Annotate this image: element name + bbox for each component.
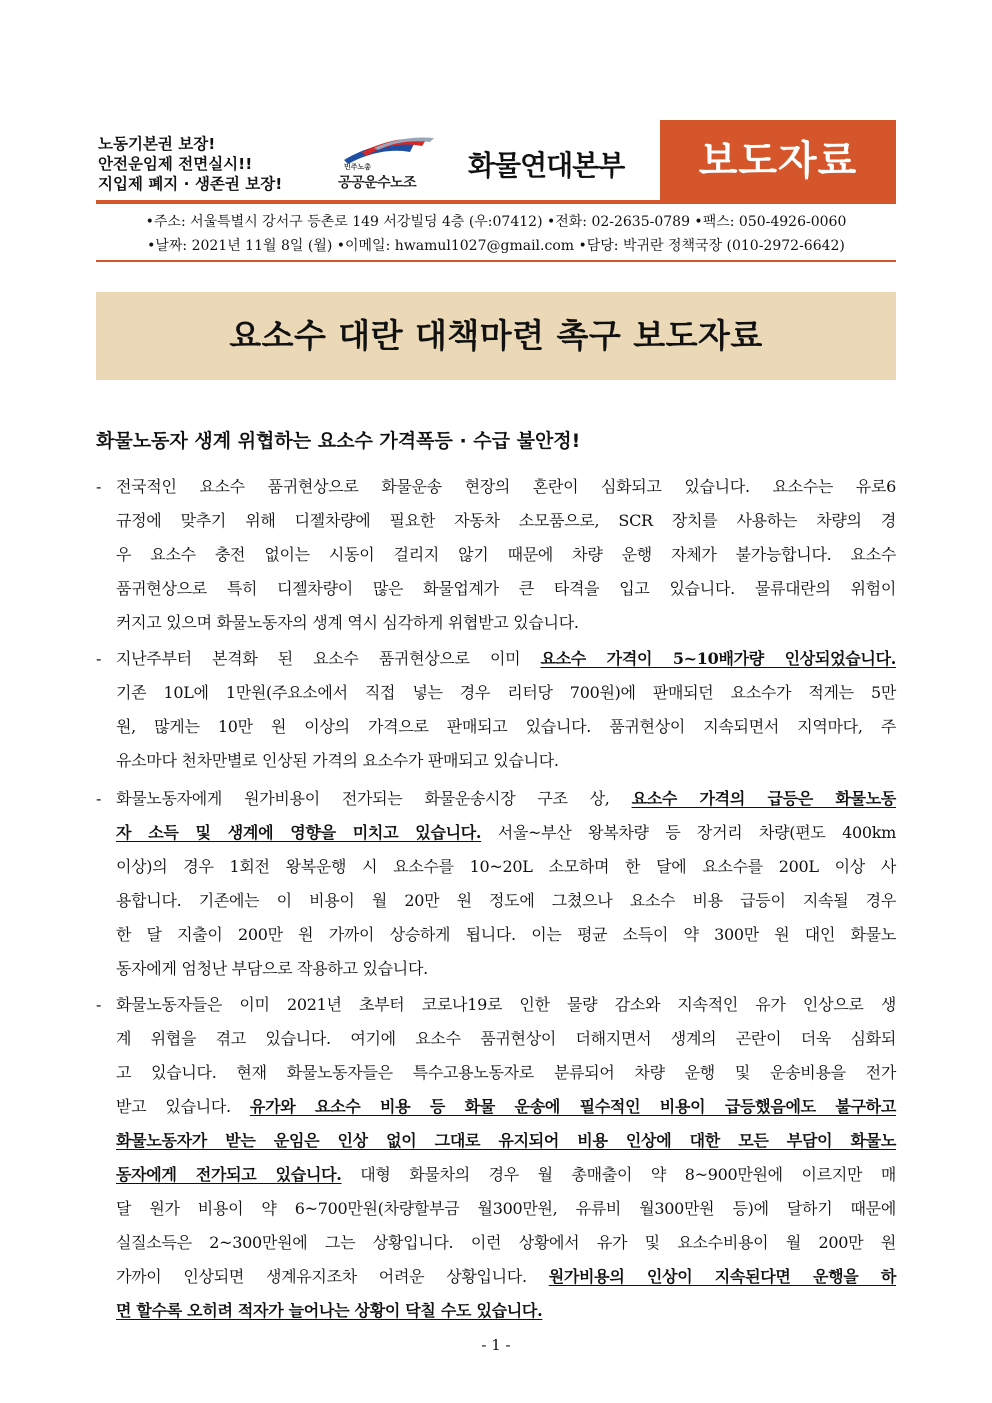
text-run: 화물노동자에게 원가비용이 전가되는 화물운송시장 구조 상, <box>116 789 632 808</box>
paragraph-line: 실질소득은 2~300만원에 그는 상황입니다. 이런 상황에서 유가 및 요소수비용이 월 200만 원 <box>116 1233 896 1252</box>
paragraph-line: 달 원가 비용이 약 6~700만원(차량할부금 월300만원, 유류비 월300만원 등)에 달하기 때문에 <box>116 1199 896 1218</box>
paragraph-line: 화물노동자들은 이미 2021년 초부터 코로나19로 인한 물량 감소와 지속적인 유가 인상으로 생 <box>116 995 896 1014</box>
text-run: 대형 화물차의 경우 월 총매출이 약 8~900만원에 이르지만 매 <box>341 1165 897 1184</box>
paragraph-line: 규정에 맞추기 위해 디젤차량에 필요한 자동차 소모품으로, SCR 장치를 사용하는 차량의 경 <box>116 511 896 530</box>
header-divider-thick <box>96 200 896 204</box>
paragraph-line: 한 달 지출이 200만 원 가까이 상승하게 됩니다. 이는 평균 소득이 약 300만 원 대인 화물노 <box>116 925 896 944</box>
bullet-dash: - <box>96 995 102 1014</box>
emphasis-underline: 자 소득 및 생계에 영향을 미치고 있습니다. <box>116 823 482 842</box>
union-logo <box>334 130 444 190</box>
paragraph-line <box>116 1090 896 1124</box>
letterhead <box>96 120 896 202</box>
contact-line-date: •날짜: 2021년 11월 8일 (월) •이메일: hwamul1027@gmail.com •담당: 박귀란 정책국장 (010-2972-6642) <box>147 238 845 254</box>
bullet-dash: - <box>96 477 102 496</box>
bullet-dash: - <box>96 649 102 668</box>
paragraph-line <box>116 642 896 676</box>
logo-small-text: 민주노총 <box>344 163 372 171</box>
title-banner <box>96 292 896 380</box>
logo-union-name: 공공운수노조 <box>338 175 417 191</box>
paragraph-line: 고 있습니다. 현재 화물노동자들은 특수고용노동자로 분류되어 차량 운행 및 운송비용을 전가 <box>116 1063 896 1082</box>
paragraph-line <box>116 816 896 850</box>
paragraph-line <box>116 1294 896 1328</box>
press-release-label: 보도자료 <box>698 138 858 184</box>
slogan-2: 안전운임제 전면실시!! <box>98 155 253 173</box>
paragraph-line: 계 위협을 겪고 있습니다. 여기에 요소수 품귀현상이 더해지면서 생계의 곤란이 더욱 심화되 <box>116 1029 896 1048</box>
paragraph-line: 커지고 있으며 화물노동자의 생계 역시 심각하게 위협받고 있습니다. <box>116 613 579 632</box>
header-divider-thin <box>96 260 896 262</box>
paragraph-line <box>116 782 896 816</box>
paragraph-line: 우 요소수 충전 없이는 시동이 걸리지 않기 때문에 차량 운행 자체가 불가능합니다. 요소수 <box>116 545 896 564</box>
organization-name: 화물연대본부 <box>468 149 625 182</box>
press-release-badge <box>660 120 896 202</box>
paragraph-line: 기존 10L에 1만원(주요소에서 직접 넣는 경우 리터당 700원)에 판매되던 요소수가 적게는 5만 <box>116 683 896 702</box>
paragraph-line: 이상)의 경우 1회전 왕복운행 시 요소수를 10~20L 소모하며 한 달에 요소수를 200L 이상 사 <box>116 857 896 876</box>
text-run: 가까이 인상되면 생계유지조차 어려운 상황입니다. <box>116 1267 549 1286</box>
emphasis-underline: 동자에게 전가되고 있습니다. <box>116 1165 342 1184</box>
paragraph-line <box>116 1124 896 1158</box>
paragraph-line: 전국적인 요소수 품귀현상으로 화물운송 현장의 혼란이 심화되고 있습니다. 요소수는 유로6 <box>116 477 896 496</box>
paragraph-line <box>116 1158 896 1192</box>
text-run: 받고 있습니다. <box>116 1097 250 1116</box>
emphasis-underline: 화물노동자가 받는 운임은 인상 없이 그대로 유지되어 비용 인상에 대한 모든 부담이 화물노 <box>116 1131 896 1150</box>
emphasis-underline: 면 할수록 오히려 적자가 늘어나는 상황이 닥칠 수도 있습니다. <box>116 1301 543 1320</box>
page-title: 요소수 대란 대책마련 촉구 보도자료 <box>229 316 763 355</box>
slogans <box>98 134 282 194</box>
paragraph-line: 유소마다 천차만별로 인상된 가격의 요소수가 판매되고 있습니다. <box>116 751 559 770</box>
paragraph-line: 품귀현상으로 특히 디젤차량이 많은 화물업계가 큰 타격을 입고 있습니다. 물류대란의 위험이 <box>116 579 896 598</box>
paragraph-line <box>116 1260 896 1294</box>
slogan-1: 노동기본권 보장! <box>98 135 216 153</box>
text-run: 지난주부터 본격화 된 요소수 품귀현상으로 이미 <box>116 649 541 668</box>
slogan-3: 지입제 폐지 · 생존권 보장! <box>98 175 283 193</box>
emphasis-underline: 요소수 가격의 급등은 화물노동 <box>631 789 897 808</box>
section-heading: 화물노동자 생계 위협하는 요소수 가격폭등 · 수급 불안정! <box>96 430 581 452</box>
emphasis-underline: 원가비용의 인상이 지속된다면 운행을 하 <box>548 1267 896 1286</box>
paragraph-line: 용합니다. 기존에는 이 비용이 월 20만 원 정도에 그쳤으나 요소수 비용 급등이 지속될 경우 <box>116 891 896 910</box>
paragraph-line: 원, 많게는 10만 원 이상의 가격으로 판매되고 있습니다. 품귀현상이 지속되면서 지역마다, 주 <box>116 717 896 736</box>
page-number: - 1 - <box>481 1336 511 1354</box>
emphasis-underline: 유가와 요소수 비용 등 화물 운송에 필수적인 비용이 급등했음에도 불구하고 <box>249 1097 896 1116</box>
paragraph-line: 동자에게 엄청난 부담으로 작용하고 있습니다. <box>116 959 428 978</box>
contact-line-address: •주소: 서울특별시 강서구 등촌로 149 서강빌딩 4층 (우:07412) •전화: 02-2635-0789 •팩스: 050-4926-0060 <box>145 214 847 230</box>
text-run: 서울~부산 왕복차량 등 장거리 차량(편도 400km <box>481 823 896 842</box>
emphasis-underline: 요소수 가격이 5~10배가량 인상되었습니다. <box>540 649 896 668</box>
bullet-dash: - <box>96 789 102 808</box>
